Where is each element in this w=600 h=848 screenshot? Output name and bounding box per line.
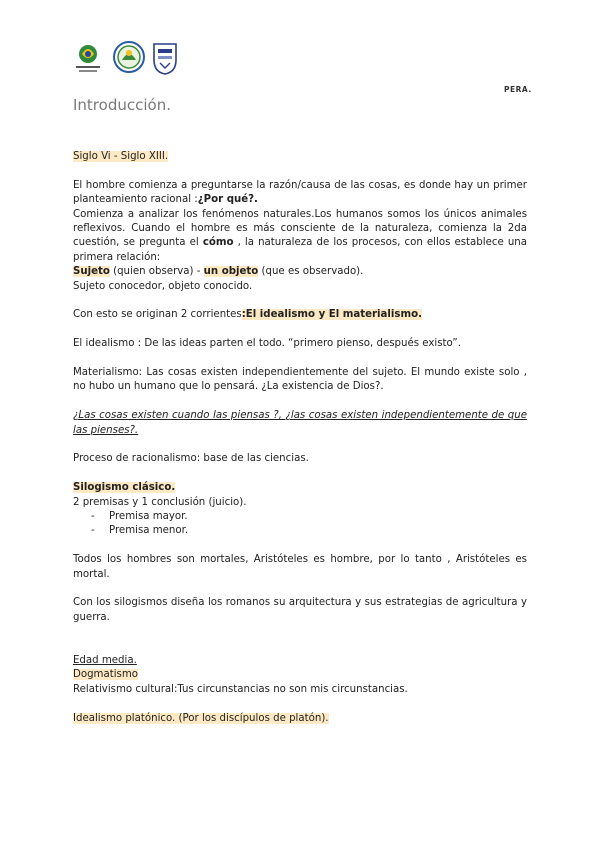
racionalismo-line: Proceso de racionalismo: base de las ciencias. <box>73 453 309 465</box>
logo-left-icon <box>76 45 100 72</box>
sujeto-objeto-line: Sujeto (quien observa) - un objeto (que es observado). <box>73 266 364 278</box>
romanos-paragraph: Con los silogismos diseña los romanos su arquitectura y sus estrategias de agricultura y guerra. <box>73 597 527 623</box>
ejemplo-paragraph: Todos los hombres son mortales, Aristóteles es hombre, por lo tanto , Aristóteles es mortal. <box>73 554 527 580</box>
list-item: - Premisa mayor. <box>109 510 527 524</box>
sujeto-conocedor-line: Sujeto conocedor, objeto conocido. <box>73 280 253 292</box>
page-title: Introducción. <box>73 96 171 114</box>
section-siglo: Siglo Vi - Siglo XIII. <box>73 151 169 162</box>
question-line: ¿Las cosas existen cuando las piensas ?, ¿las cosas existen independientemente de que las pienses?. <box>73 410 527 436</box>
platonico-line: Idealismo platónico. (Por los discípulos de platón). <box>73 712 329 724</box>
logo-right-icon <box>154 44 176 74</box>
premisas-line: 2 premisas y 1 conclusión (juicio). <box>73 496 247 508</box>
logo-center-icon <box>114 42 144 72</box>
paragraph-2: Comienza a analizar los fenómenos naturales.Los humanos somos los únicos animales reflexivos. Cuando el hombre es más consciente de la naturaleza, comienza la 2da cuestión, se pregunta el cómo , la naturaleza de los procesos, con ellos establece una primera relación: <box>73 208 527 263</box>
idealismo-line: El idealismo : De las ideas parten el todo. “primero pienso, después existo”. <box>73 338 461 350</box>
dogmatismo-heading: Dogmatismo <box>73 669 139 681</box>
relativismo-line: Relativismo cultural:Tus circunstancias no son mis circunstancias. <box>73 683 408 695</box>
materialismo-paragraph: Materialismo: Las cosas existen independientemente del sujeto. El mundo existe solo , no hubo un humano que lo pensará. ¿La existencia de Dios?. <box>73 367 527 393</box>
document-body <box>73 150 527 726</box>
paragraph-1: El hombre comienza a preguntarse la razón/causa de las cosas, es donde hay un primer planteamiento racional :¿Por qué?. <box>73 179 527 206</box>
premisas-list <box>73 510 527 539</box>
silogismo-heading: Silogismo clásico. <box>73 482 176 494</box>
corrientes-line: Con esto se originan 2 corrientes:El idealismo y El materialismo. <box>73 309 422 321</box>
edad-media-heading: Edad media. <box>73 655 137 667</box>
list-item: - Premisa menor. <box>109 524 527 538</box>
author-initials: PERA. <box>504 85 532 94</box>
institution-logos <box>74 40 184 76</box>
